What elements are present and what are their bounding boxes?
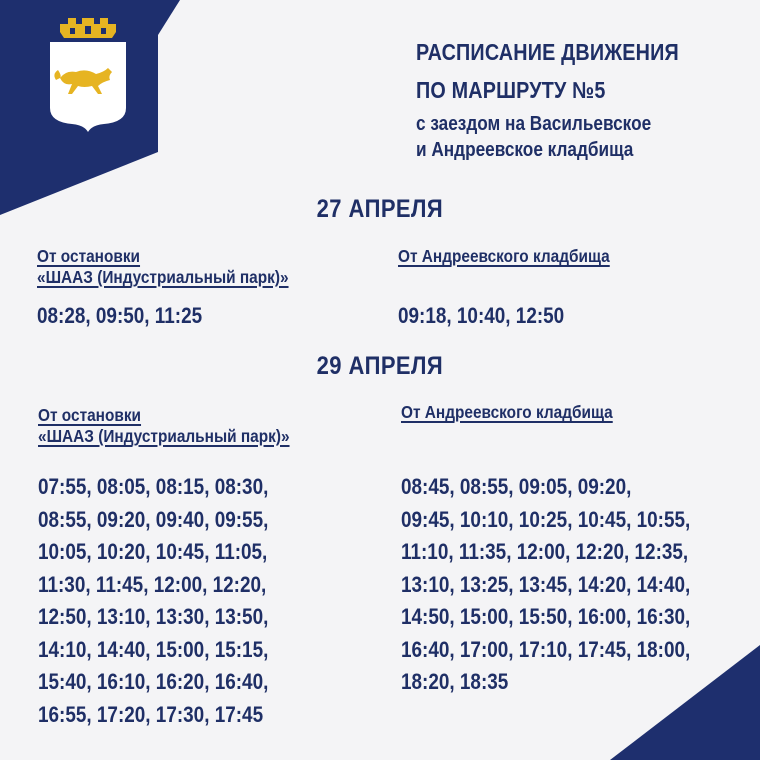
from-stop-label: От остановки «ШААЗ (Индустриальный парк)» [38,405,290,446]
times-line: 09:18, 10:40, 12:50 [398,303,565,328]
from-stop-times [37,300,202,333]
times-line: 08:45, 08:55, 09:05, 09:20, [401,474,632,499]
times-line: 11:10, 11:35, 12:00, 12:20, 12:35, [401,539,689,564]
times-line: 13:10, 13:25, 13:45, 14:20, 14:40, [401,571,691,597]
from-stop-label: От остановки «ШААЗ (Индустриальный парк)» [37,246,289,287]
times-line: 07:55, 08:05, 08:15, 08:30, [38,474,269,499]
times-line: 08:28, 09:50, 11:25 [37,303,203,328]
times-line: 12:50, 13:10, 13:30, 13:50, [38,604,269,629]
times-line: 10:05, 10:20, 10:45, 11:05, [38,539,268,564]
from-cemetery-times [401,471,690,699]
from-cemetery-times [398,300,564,333]
date-heading: 29 АПРЕЛЯ [316,352,444,380]
times-line: 14:10, 14:40, 15:00, 15:15, [38,636,269,662]
from-stop-times [38,471,268,731]
times-line: 16:40, 17:00, 17:10, 17:45, 18:00, [401,636,691,662]
times-line: 15:40, 16:10, 16:20, 16:40, [38,669,269,694]
page-title-line-2: ПО МАРШРУТУ №5 [416,77,606,103]
page-subtitle: с заездом на Васильевское [416,113,652,135]
times-line: 09:45, 10:10, 10:25, 10:45, 10:55, [401,506,691,532]
from-cemetery-label: От Андреевского кладбища [398,246,610,266]
times-line: 08:55, 09:20, 09:40, 09:55, [38,506,269,532]
times-line: 18:20, 18:35 [401,669,509,694]
page-subtitle-line-2: и Андреевское кладбища [416,139,634,161]
times-line: 14:50, 15:00, 15:50, 16:00, 16:30, [401,604,691,629]
city-coat-of-arms-icon [46,16,130,134]
times-line: 11:30, 11:45, 12:00, 12:20, [38,571,267,597]
header [416,33,722,163]
from-cemetery-label: От Андреевского кладбища [401,402,613,422]
page-title: РАСПИСАНИЕ ДВИЖЕНИЯ [416,39,679,65]
times-line: 16:55, 17:20, 17:30, 17:45 [38,701,264,727]
date-heading: 27 АПРЕЛЯ [316,195,444,223]
